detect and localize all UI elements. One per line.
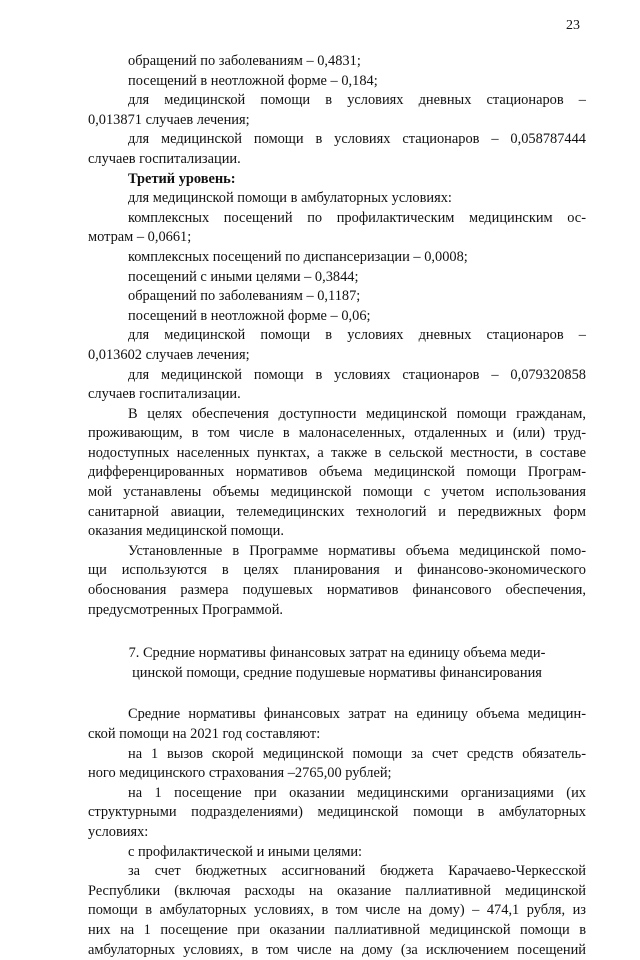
text-line: комплексных посещений по диспансеризации – 0,0008; [128,248,468,265]
text-line: оказания медицинской помощи. [88,523,284,540]
text-line: мотрам – 0,0661; [88,229,192,246]
text-line: Установленные в Программе нормативы объема медицинской помо- [128,542,586,559]
text-line: щи используются в целях планирования и финансово-экономического [88,562,586,579]
text-line: амбулаторных условиях, в том числе на дому (за исключением посещений [88,941,586,958]
heading-line: цинской помощи, средние подушевые нормативы финансирования [132,664,542,681]
text-line: ской помощи на 2021 год составляют: [88,726,321,742]
section-subheading: Третий уровень: [128,170,236,187]
text-line: для медицинской помощи в условиях стационаров – 0,079320858 [128,366,586,383]
section-heading [98,644,576,683]
text-line: комплексных посещений по профилактическим медицинским ос- [128,209,586,226]
text-line: случаев госпитализации. [88,386,241,403]
text-line: Республики (включая расходы на оказание паллиативной медицинской [88,882,586,899]
text-line: предусмотренных Программой. [88,601,283,618]
text-line: 0,013871 случаев лечения; [88,111,250,128]
text-line: для медицинской помощи в условиях дневных стационаров – [128,327,586,344]
text-line: них на 1 посещение при оказании паллиативной медицинской помощи в [88,921,586,938]
text-line: Средние нормативы финансовых затрат на единицу объема медицин- [128,706,586,723]
text-line: 0,013602 случаев лечения; [88,346,250,363]
text-line: обращений по заболеваниям – 0,1187; [128,288,361,305]
text-line: В целях обеспечения доступности медицинской помощи гражданам, [128,405,586,422]
text-line: на 1 вызов скорой медицинской помощи за счет средств обязатель- [128,745,586,762]
text-line: для медицинской помощи в амбулаторных условиях: [128,190,452,207]
text-line: условиях: [88,823,149,840]
text-line: санитарной авиации, телемедицинских технологий и передвижных форм [88,503,586,520]
text-line: мой устанавлены объемы медицинской помощи с учетом использования [88,484,586,501]
page-number: 23 [566,18,580,33]
text-line: на 1 посещение при оказании медицинскими организациями (их [128,784,586,801]
text-line: обращений по заболеваниям – 0,4831; [128,53,361,69]
text-line: с профилактической и иными целями: [128,843,363,860]
heading-line: 7. Средние нормативы финансовых затрат на единицу объема меди- [128,645,546,662]
text-line: помощи в амбулаторных условиях, в том числе на дому) – 474,1 рубля, из [88,902,586,919]
text-line: структурными подразделениями) медицинской помощи в амбулаторных [88,804,586,821]
text-line: нодоступных населенных пунктах, а также в сельской местности, в составе [88,444,586,461]
text-line: для медицинской помощи в условиях дневных стационаров – [128,92,586,109]
text-line: посещений в неотложной форме – 0,06; [128,307,371,324]
document-body [88,52,586,960]
text-line: случаев госпитализации. [88,150,241,167]
text-line: ного медицинского страхования –2765,00 рублей; [88,765,392,782]
text-line: посещений с иными целями – 0,3844; [128,268,359,285]
text-line: проживающим, в том числе в малонаселенных, отдаленных и (или) труд- [88,425,586,442]
text-line: для медицинской помощи в условиях стационаров – 0,058787444 [128,131,586,148]
text-line: обоснования размера подушевых нормативов финансового обеспечения, [88,582,586,599]
text-line: дифференцированных нормативов объема медицинской помощи Програм- [88,464,586,481]
text-line: посещений в неотложной форме – 0,184; [128,72,378,89]
text-line: за счет бюджетных ассигнований бюджета Карачаево-Черкесской [128,863,586,880]
